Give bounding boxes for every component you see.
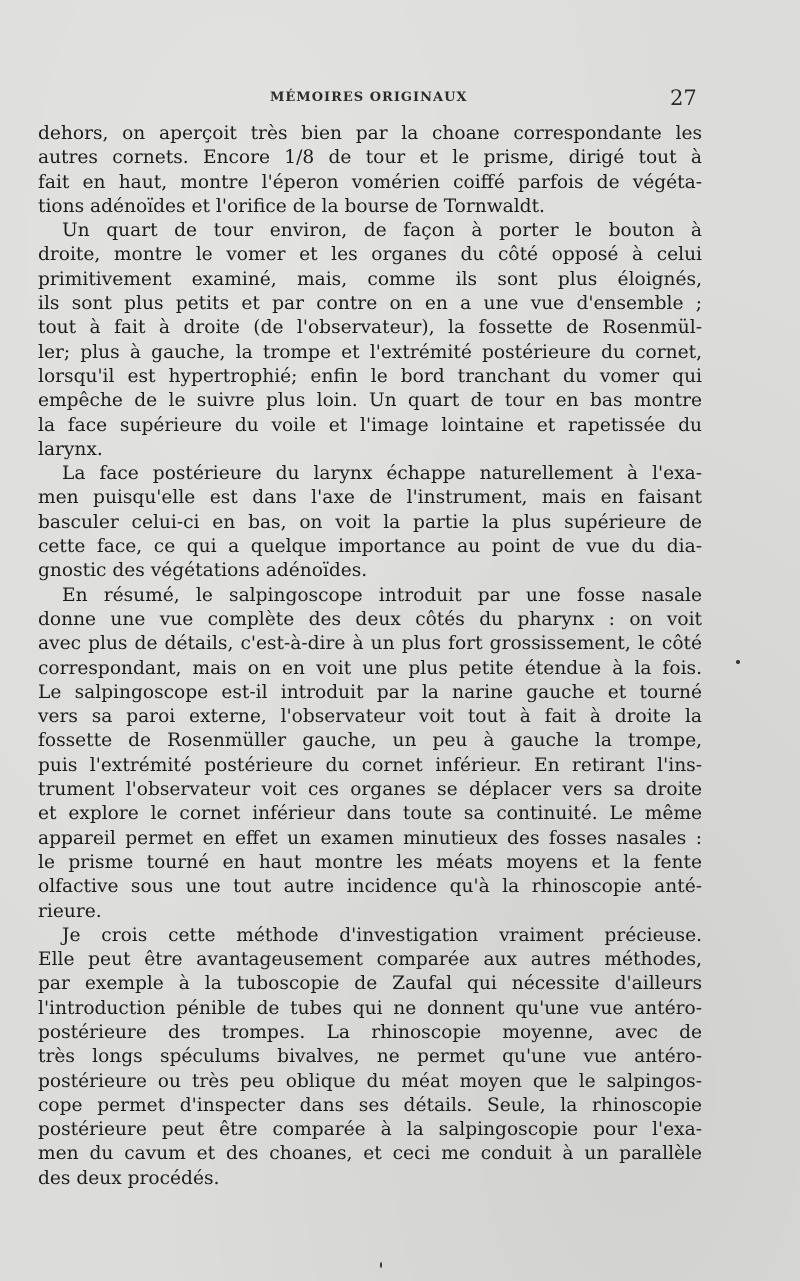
print-speck — [736, 660, 740, 664]
text-line: dehors, on aperçoit très bien par la choane correspondante les — [38, 123, 702, 144]
text-line: vers sa paroi externe, l'observateur voit tout à fait à droite la — [38, 706, 702, 728]
text-line: l'introduction pénible de tubes qui ne donnent qu'une vue antéro- — [38, 997, 702, 1019]
text-line: Un quart de tour environ, de façon à porter le bouton à — [62, 220, 702, 242]
text-line: trument l'observateur voit ces organes se déplacer vers sa droite — [38, 779, 702, 801]
text-line: la face supérieure du voile et l'image lointaine et rapetissée du — [38, 414, 702, 436]
text-line: gnostic des végétations adénoïdes. — [38, 560, 368, 582]
text-line: tions adénoïdes et l'orifice de la bourse de Tornwaldt. — [38, 195, 545, 217]
text-line: fait en haut, montre l'éperon vomérien coiffé parfois de végéta- — [38, 171, 702, 193]
running-head — [0, 86, 800, 110]
text-line: empêche de le suivre plus loin. Un quart de tour en bas montre — [38, 390, 702, 412]
text-line: donne une vue complète des deux côtés du pharynx : on voit — [38, 608, 702, 630]
text-line: très longs spéculums bivalves, ne permet qu'une vue antéro- — [38, 1046, 702, 1068]
text-line: olfactive sous une tout autre incidence qu'à la rhinoscopie anté- — [38, 876, 702, 898]
text-line: ils sont plus petits et par contre on en a une vue d'ensemble ; — [38, 293, 702, 315]
text-line: fossette de Rosenmüller gauche, un peu à gauche la trompe, — [38, 730, 702, 752]
text-line: postérieure des trompes. La rhinoscopie moyenne, avec de — [38, 1021, 702, 1043]
text-line: men du cavum et des choanes, et ceci me conduit à un parallèle — [38, 1143, 702, 1165]
text-line: postérieure peut être comparée à la salpingoscopie pour l'exa- — [38, 1119, 702, 1141]
text-line: primitivement examiné, mais, comme ils sont plus éloignés, — [38, 268, 702, 290]
text-line: Elle peut être avantageusement comparée aux autres méthodes, — [38, 949, 702, 971]
text-line: cope permet d'inspecter dans ses détails. Seule, la rhinoscopie — [38, 1094, 702, 1116]
text-line: Je crois cette méthode d'investigation vraiment précieuse. — [62, 924, 702, 946]
text-line: le prisme tourné en haut montre les méats moyens et la fente — [38, 851, 702, 873]
print-speck — [380, 1262, 382, 1268]
body-text — [38, 122, 702, 1191]
text-line: puis l'extrémité postérieure du cornet inférieur. En retirant l'ins- — [38, 754, 702, 776]
text-line: cette face, ce qui a quelque importance au point de vue du dia- — [38, 536, 702, 558]
text-line: et explore le cornet inférieur dans toute sa continuité. Le même — [38, 803, 702, 825]
text-line: correspondant, mais on en voit une plus petite étendue à la fois. — [38, 657, 702, 679]
text-line: La face postérieure du larynx échappe naturellement à l'exa- — [62, 463, 702, 485]
text-line: postérieure ou très peu oblique du méat moyen que le salpingos- — [38, 1070, 702, 1092]
text-line: men puisqu'elle est dans l'axe de l'instrument, mais en faisant — [38, 487, 702, 509]
text-line: des deux procédés. — [38, 1167, 220, 1189]
text-line: En résumé, le salpingoscope introduit par une fosse nasale — [62, 584, 702, 606]
text-line: appareil permet en effet un examen minutieux des fosses nasales : — [38, 827, 702, 849]
text-line: basculer celui-ci en bas, on voit la partie la plus supérieure de — [38, 511, 702, 533]
page-number: 27 — [670, 86, 697, 110]
text-line: larynx. — [38, 438, 103, 460]
text-line: lorsqu'il est hypertrophié; enfin le bord tranchant du vomer qui — [38, 365, 702, 387]
text-line: avec plus de détails, c'est-à-dire à un plus fort grossissement, le côté — [38, 633, 702, 655]
text-line: droite, montre le vomer et les organes du côté opposé à celui — [38, 244, 702, 266]
text-line: tout à fait à droite (de l'observateur), la fossette de Rosenmül- — [38, 317, 702, 339]
text-line: autres cornets. Encore 1/8 de tour et le prisme, dirigé tout à — [38, 147, 702, 169]
text-line: ler; plus à gauche, la trompe et l'extrémité postérieure du cornet, — [38, 341, 702, 363]
text-line: Le salpingoscope est-il introduit par la narine gauche et tourné — [38, 681, 702, 703]
running-title: MÉMOIRES ORIGINAUX — [270, 90, 468, 105]
text-line: rieure. — [38, 900, 102, 922]
text-line: par exemple à la tuboscopie de Zaufal qui nécessite d'ailleurs — [38, 973, 702, 995]
